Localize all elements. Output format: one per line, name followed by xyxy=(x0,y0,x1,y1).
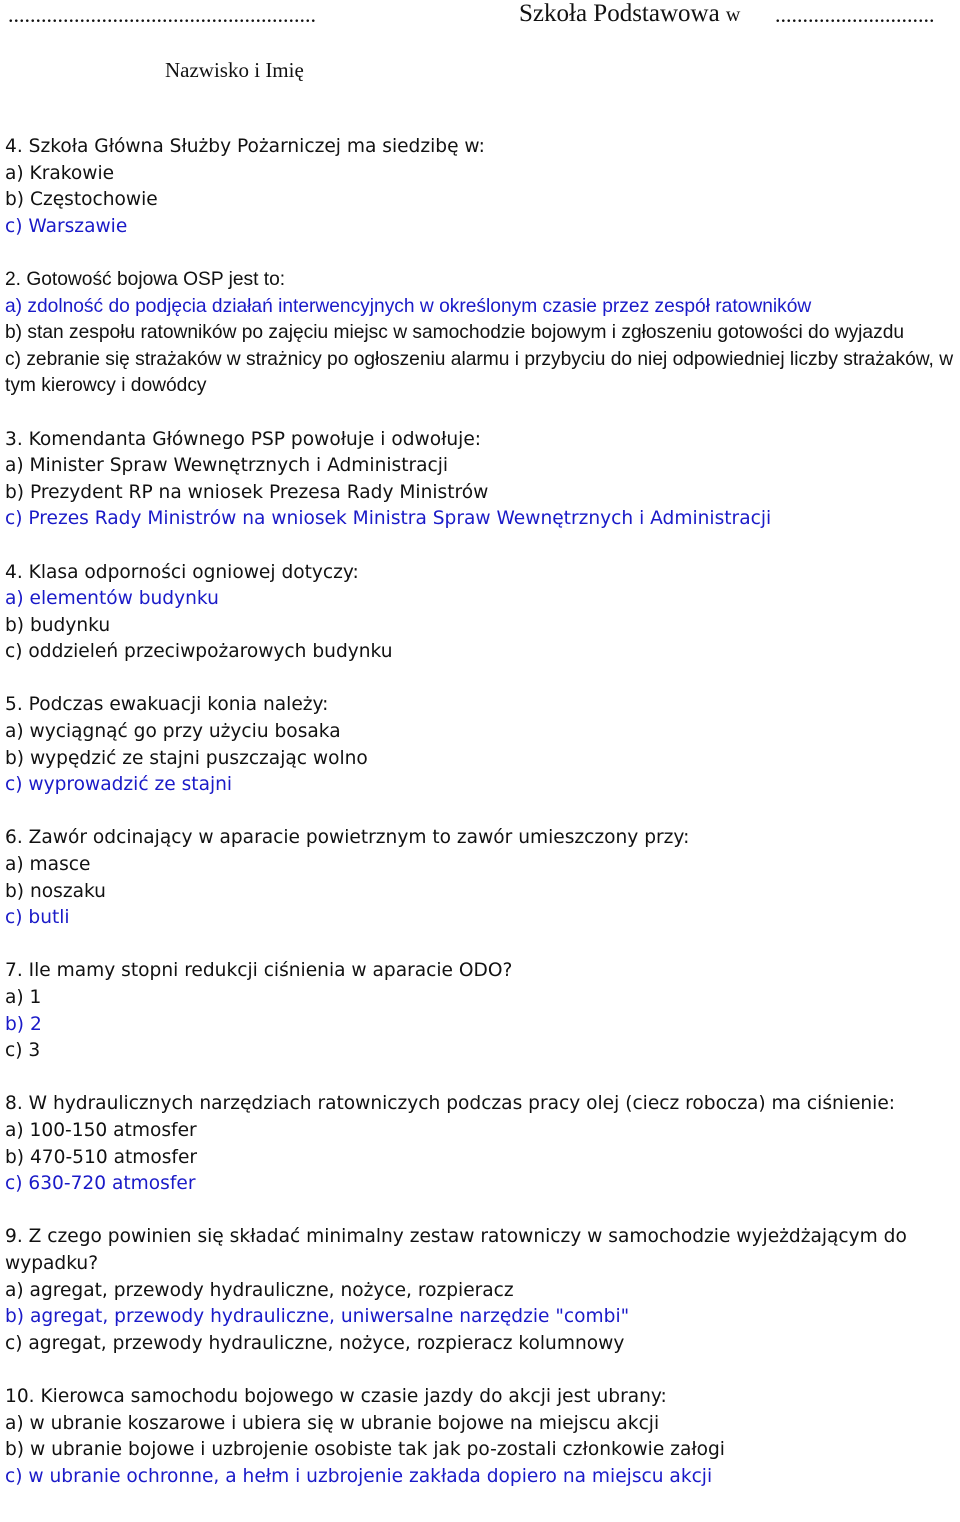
question-6 xyxy=(5,825,957,931)
question-text: 6. Zawór odcinający w aparacie powietrznym to zawór umieszczony przy: xyxy=(5,827,690,849)
question-8 xyxy=(5,1091,957,1197)
answer-c-correct: c) wyprowadzić ze stajni xyxy=(5,774,233,796)
question-text: 4. Szkoła Główna Służby Pożarniczej ma siedzibę w: xyxy=(5,136,485,157)
answer-c: c) zebranie się strażaków w strażnicy po ogłoszeniu alarmu i przybyciu do niej odpowiedniej liczby strażaków, w tym kierowcy i dowódcy xyxy=(5,348,954,397)
school-dots-right: ............................. xyxy=(775,2,935,27)
question-text: 9. Z czego powinien się składać minimalny zestaw ratowniczy w samochodzie wyjeżdżającym do wypadku? xyxy=(5,1226,907,1274)
answer-c: c) 3 xyxy=(5,1040,41,1062)
answer-b: b) noszaku xyxy=(5,880,106,902)
school-suffix: w xyxy=(725,4,741,26)
answer-a: a) w ubranie koszarowe i ubiera się w ubranie bojowe na miejscu akcji xyxy=(5,1412,660,1434)
answer-b: b) w ubranie bojowe i uzbrojenie osobiste tak jak po-zostali członkowie załogi xyxy=(5,1439,725,1461)
answer-c-correct: c) 630-720 atmosfer xyxy=(5,1173,196,1195)
answer-c-correct: c) w ubranie ochronne, a hełm i uzbrojenie zakłada dopiero na miejscu akcji xyxy=(5,1465,713,1487)
answer-a: a) wyciągnąć go przy użyciu bosaka xyxy=(5,721,341,743)
answer-b-correct: b) agregat, przewody hydrauliczne, uniwersalne narzędzie "combi" xyxy=(5,1306,630,1328)
question-text: 8. W hydraulicznych narzędziach ratowniczych podczas pracy olej (ciecz robocza) ma ciśnienie: xyxy=(5,1093,896,1115)
page-header xyxy=(0,0,960,100)
quiz-content xyxy=(5,134,957,1517)
answer-a-correct: a) elementów budynku xyxy=(5,588,219,610)
question-9 xyxy=(5,1224,957,1357)
answer-c-correct: c) Prezes Rady Ministrów na wniosek Ministra Spraw Wewnętrznych i Administracji xyxy=(5,508,772,530)
answer-a: a) masce xyxy=(5,854,91,876)
answer-b: b) stan zespołu ratowników po zajęciu miejsc w samochodzie bojowym i zgłoszeniu gotowości do wyjazdu xyxy=(5,322,905,344)
question-3 xyxy=(5,427,957,533)
question-text: 10. Kierowca samochodu bojowego w czasie jazdy do akcji jest ubrany: xyxy=(5,1385,667,1407)
question-4 xyxy=(5,560,957,666)
answer-c-correct: c) butli xyxy=(5,907,70,929)
question-text: 7. Ile mamy stopni redukcji ciśnienia w aparacie ODO? xyxy=(5,960,513,982)
answer-a: a) 100-150 atmosfer xyxy=(5,1119,197,1141)
name-label: Nazwisko i Imię xyxy=(165,58,304,82)
answer-b: b) Częstochowie xyxy=(5,189,158,211)
school-label xyxy=(519,0,740,28)
answer-c: c) agregat, przewody hydrauliczne, nożyce, rozpieracz kolumnowy xyxy=(5,1332,625,1354)
school-dots-left: ........................................................ xyxy=(8,2,316,27)
school-name: Szkoła Podstawowa xyxy=(519,0,720,27)
answer-b: b) Prezydent RP na wniosek Prezesa Rady Ministrów xyxy=(5,481,489,503)
question-text: 5. Podczas ewakuacji konia należy: xyxy=(5,694,329,716)
answer-c-correct: c) Warszawie xyxy=(5,215,128,237)
answer-b-correct: b) 2 xyxy=(5,1013,42,1035)
answer-b: b) wypędzić ze stajni puszczając wolno xyxy=(5,747,368,769)
question-1 xyxy=(5,134,957,240)
answer-b: b) 470-510 atmosfer xyxy=(5,1146,198,1168)
question-text: 2. Gotowość bojowa OSP jest to: xyxy=(5,268,286,290)
question-5 xyxy=(5,692,957,798)
answer-b: b) budynku xyxy=(5,614,111,636)
question-7 xyxy=(5,958,957,1064)
question-2 xyxy=(5,267,957,400)
answer-a: a) 1 xyxy=(5,987,42,1008)
question-text: 3. Komendanta Głównego PSP powołuje i odwołuje: xyxy=(5,428,482,450)
answer-a: a) Krakowie xyxy=(5,162,115,184)
answer-a-correct: a) zdolność do podjęcia działań interwencyjnych w określonym czasie przez zespół ratowników xyxy=(5,295,812,317)
question-10 xyxy=(5,1384,957,1490)
answer-a: a) agregat, przewody hydrauliczne, nożyce, rozpieracz xyxy=(5,1279,514,1301)
answer-a: a) Minister Spraw Wewnętrznych i Administracji xyxy=(5,455,449,477)
question-text: 4. Klasa odporności ogniowej dotyczy: xyxy=(5,561,359,583)
answer-c: c) oddzieleń przeciwpożarowych budynku xyxy=(5,641,393,663)
